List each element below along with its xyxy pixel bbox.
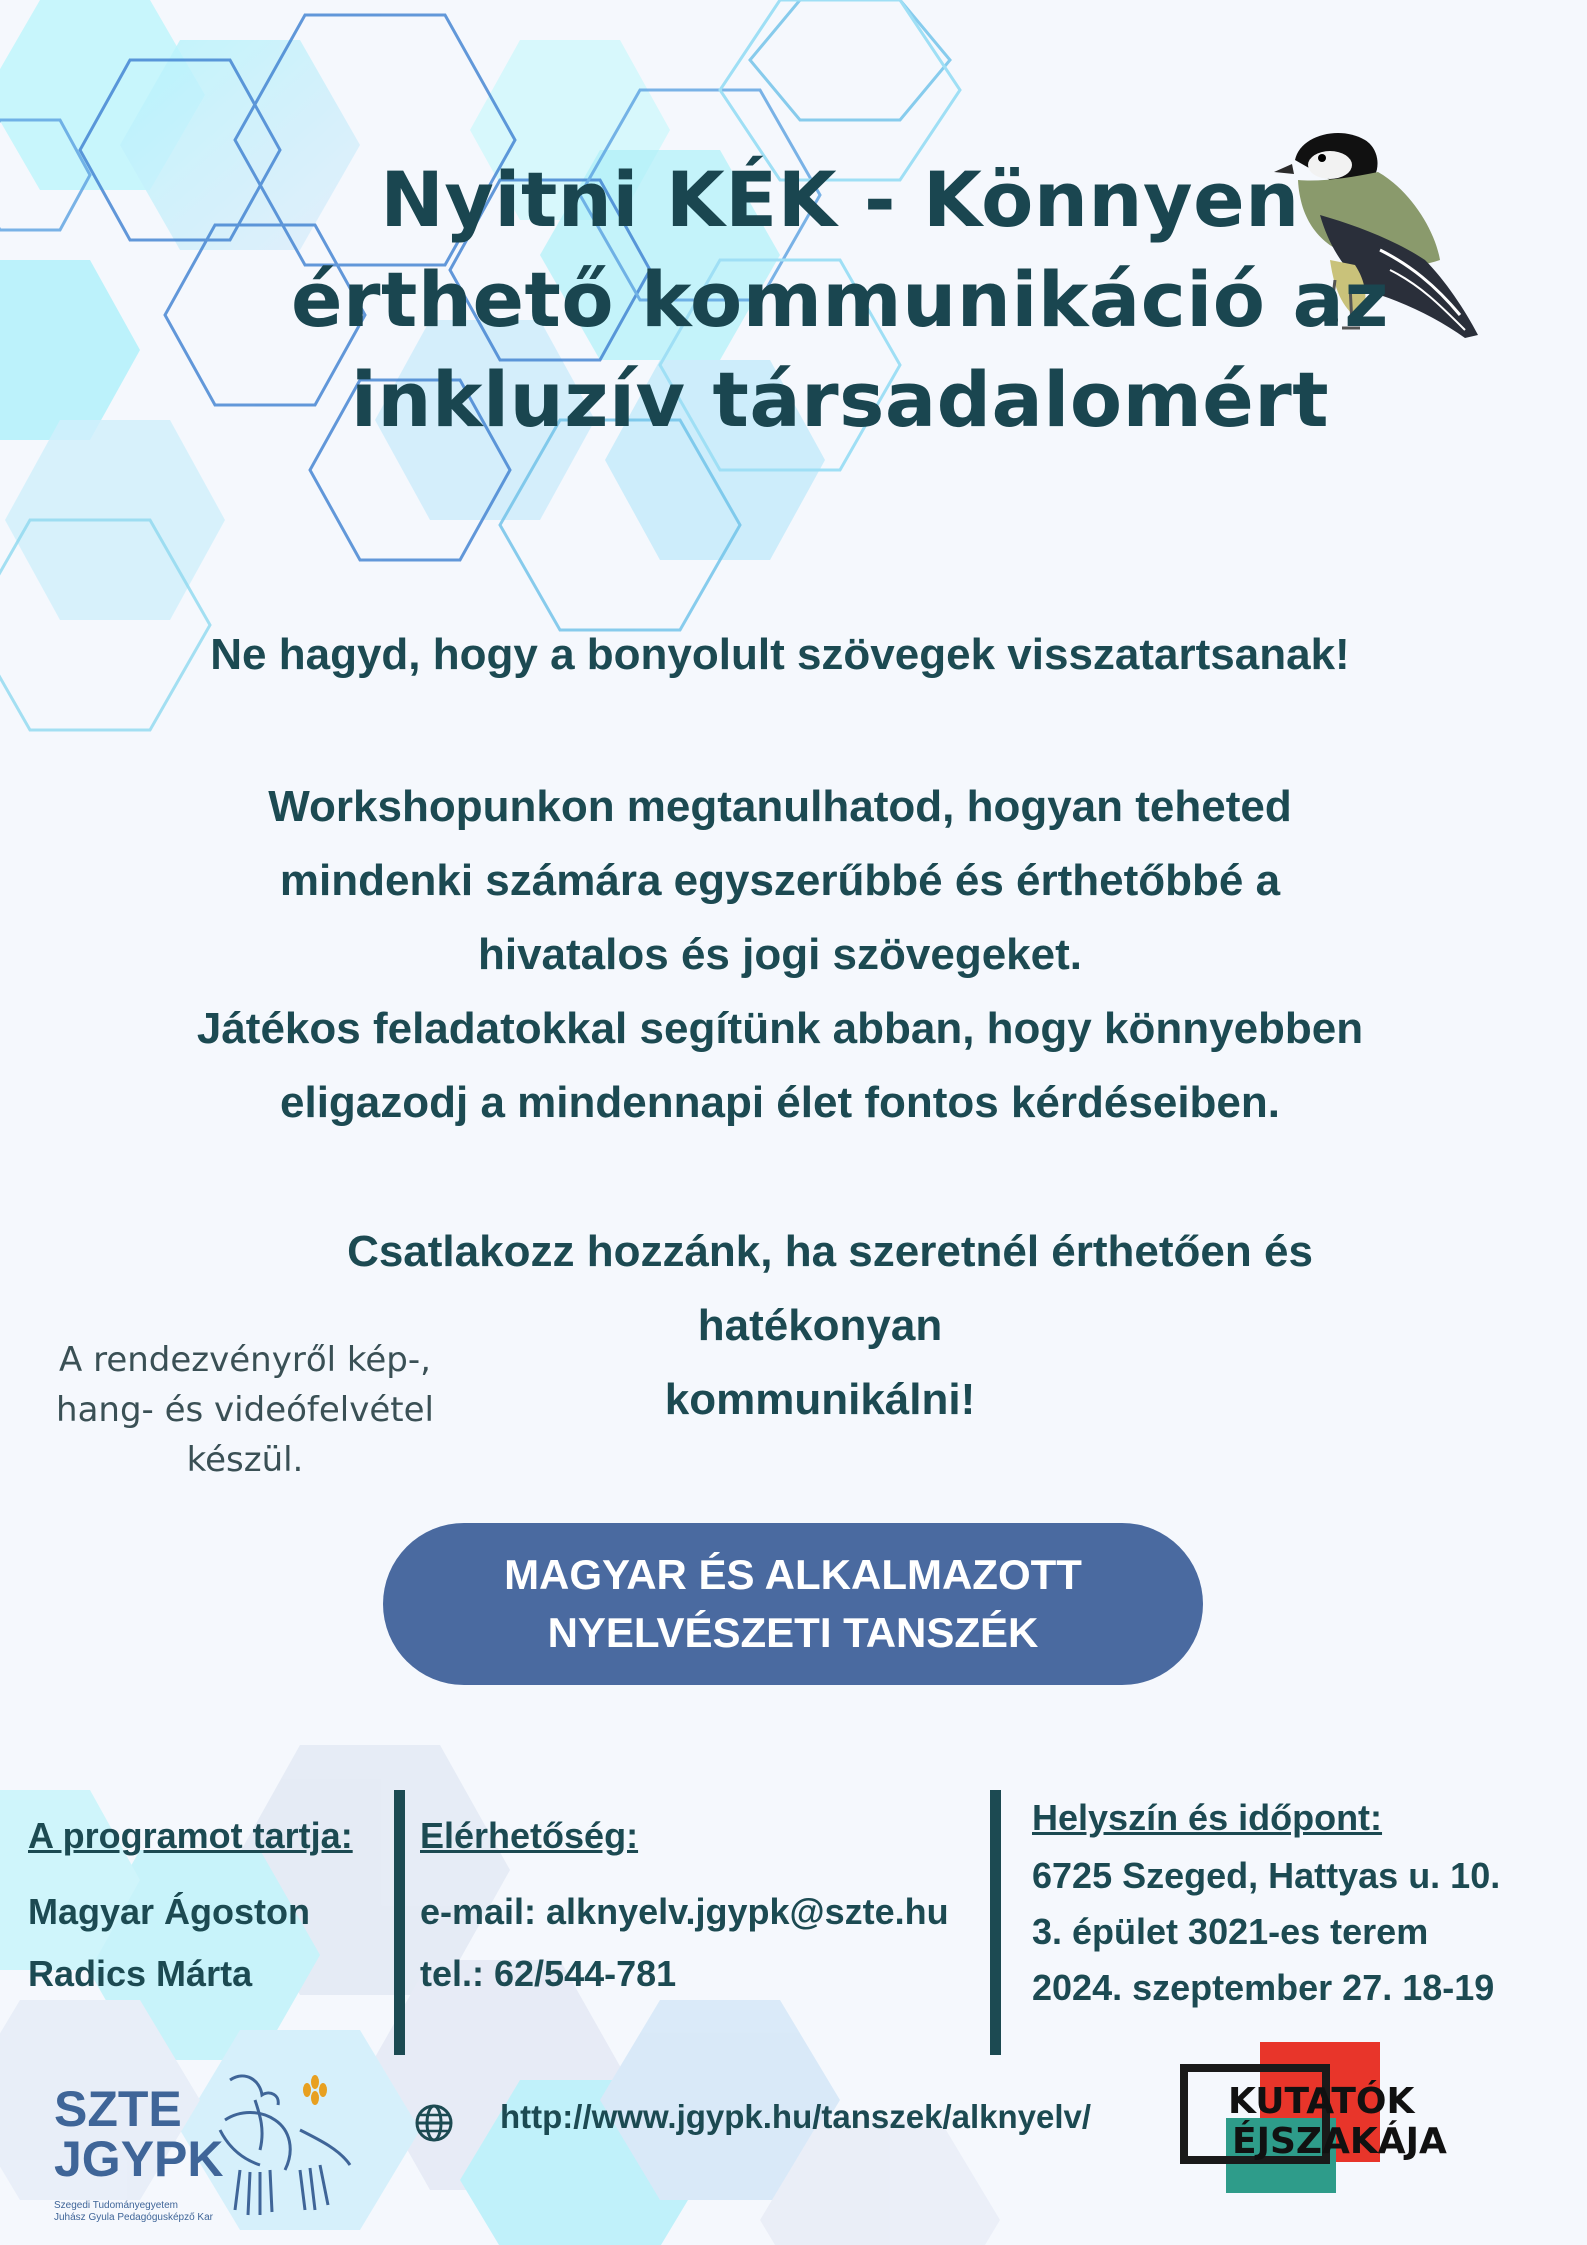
globe-icon [414,2103,454,2143]
title-line: Nyitni KÉK - Könnyen [380,155,1300,244]
department-badge [383,1523,1203,1685]
department-line: NYELVÉSZETI TANSZÉK [547,1609,1039,1656]
szte-logo-line: SZTE [54,2081,182,2137]
description-line: eligazodj a mindennapi élet fontos kérdéseiben. [280,1078,1280,1127]
venue-section [1032,1790,1500,2016]
organizers-section [28,1805,353,2005]
venue-heading: Helyszín és időpont: [1032,1797,1383,1838]
organizers-heading: A programot tartja: [28,1815,353,1856]
szte-subtitle-line: Juhász Gyula Pedagógusképző Kar [54,2212,213,2223]
media-note-line: A rendezvényről kép-, [59,1340,431,1380]
title-line: érthető kommunikáció az [291,255,1389,344]
dove-hands-logo [200,2060,370,2220]
venue-line: 6725 Szeged, Hattyas u. 10. [1032,1855,1501,1896]
szte-jgypk-logo [40,2060,370,2223]
website-link[interactable]: http://www.jgypk.hu/tanszek/alknyelv/ [500,2098,1092,2135]
invite-line: Csatlakozz hozzánk, ha szeretnél érthetően és [347,1227,1313,1276]
kutatok-logo-text [1228,2082,1447,2162]
description-line: mindenki számára egyszerűbbé és érthetőbbé a [279,856,1281,905]
department-line: MAGYAR ÉS ALKALMAZOTT [504,1551,1082,1598]
tagline: Ne hagyd, hogy a bonyolult szövegek visszatartsanak! [210,630,1350,679]
szte-logo-line: JGYPK [54,2131,224,2187]
description-line: Játékos feladatokkal segítünk abban, hogy könnyebben [196,1004,1364,1053]
invite-line: kommunikálni! [664,1375,976,1424]
divider [990,1790,1001,2055]
contact-email[interactable]: e-mail: alknyelv.jgypk@szte.hu [420,1891,949,1932]
invite-line: hatékonyan [697,1301,943,1350]
contact-heading: Elérhetőség: [420,1815,639,1856]
media-recording-note [40,1335,450,1485]
organizer-name: Radics Márta [28,1953,253,1994]
description-line: Workshopunkon megtanulhatod, hogyan teheted [268,782,1292,831]
venue-line: 2024. szeptember 27. 18-19 [1032,1967,1495,2008]
kutatok-logo-line: ÉJSZAKÁJA [1232,2121,1447,2162]
contact-phone[interactable]: tel.: 62/544-781 [420,1953,677,1994]
title-line: inkluzív társadalomért [350,355,1330,444]
page-title [200,150,1480,450]
media-note-line: hang- és videófelvétel [56,1390,434,1430]
media-note-line: készül. [186,1440,304,1480]
description-line: hivatalos és jogi szövegeket. [477,930,1082,979]
kutatok-logo-line: KUTATÓK [1228,2081,1415,2122]
szte-subtitle-line: Szegedi Tudományegyetem [54,2200,178,2211]
szte-subtitle [54,2200,254,2224]
description [100,770,1460,1140]
contact-section [420,1805,949,2005]
organizer-name: Magyar Ágoston [28,1891,311,1932]
venue-line: 3. épület 3021-es terem [1032,1911,1429,1952]
szte-logo-text [54,2081,224,2187]
kutatok-ejszakaja-logo [1178,2040,1478,2195]
divider [394,1790,405,2055]
